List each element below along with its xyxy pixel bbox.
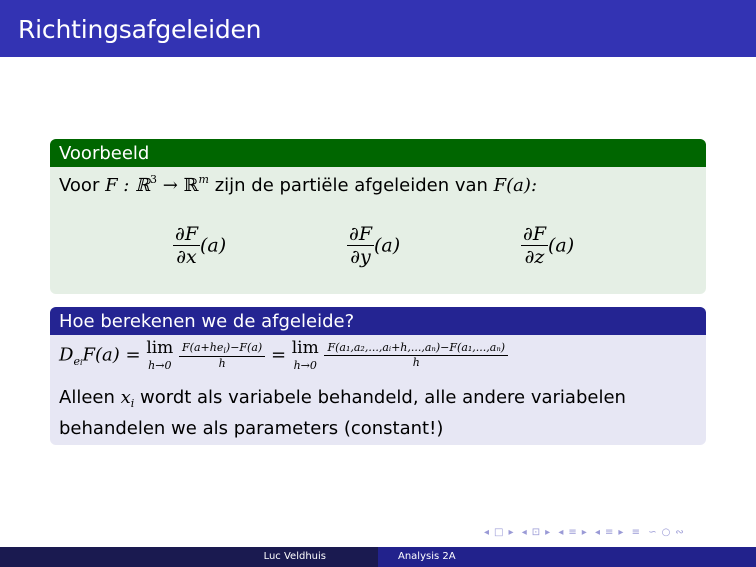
nav-prev-subsection-icon[interactable]: ◂ xyxy=(521,527,527,538)
nav-forward-icon[interactable]: ∾ xyxy=(675,527,684,538)
limit-1: lim h→0 xyxy=(146,338,174,372)
slide-title: Richtingsafgeleiden xyxy=(18,15,262,44)
partial-z xyxy=(521,223,574,268)
explanation-text: Alleen $x_i$ wordt als variabele behandeld, alle andere variabelen behandelen we als parameters (constant!) xyxy=(59,387,626,439)
nav-next-doc-icon[interactable]: ▸ xyxy=(618,527,624,538)
difference-quotient-1: $\frac{\text{F(a+hei)−F(a)}}{h}$ xyxy=(179,341,265,371)
title-bar xyxy=(0,0,756,57)
nav-doc-icon[interactable]: ≡ xyxy=(605,527,614,538)
partial-x-num: ∂F xyxy=(175,223,199,245)
footer xyxy=(0,547,756,567)
beamer-navigation[interactable] xyxy=(484,527,754,543)
nav-next-section-icon[interactable]: ▸ xyxy=(581,527,587,538)
partial-y-arg: (a) xyxy=(374,234,401,257)
question-block xyxy=(50,307,706,445)
partial-x-den: ∂x xyxy=(176,246,197,268)
nav-prev-section-icon[interactable]: ◂ xyxy=(558,527,564,538)
intro-exp: 3 xyxy=(150,173,158,186)
question-block-heading: Hoe berekenen we de afgeleide? xyxy=(50,307,706,335)
partial-x xyxy=(173,223,226,268)
partial-y xyxy=(347,223,400,268)
explanation-var-sub: i xyxy=(130,397,135,410)
partial-z-num: ∂F xyxy=(523,223,547,245)
nav-subsection-icon[interactable]: ⊡ xyxy=(531,527,541,538)
partial-z-arg: (a) xyxy=(548,234,575,257)
nav-frame-icon[interactable]: □ xyxy=(494,527,504,538)
explanation-var: x xyxy=(120,387,131,408)
formula-lhs-rest: F(a) = xyxy=(82,344,147,366)
nav-next-icon[interactable]: ▸ xyxy=(508,527,514,538)
partial-x-arg: (a) xyxy=(200,234,227,257)
formula-lhs: D xyxy=(59,344,74,366)
example-block-heading: Voorbeeld xyxy=(50,139,706,167)
nav-search-icon[interactable]: ○ xyxy=(661,527,671,538)
example-intro-line xyxy=(50,167,706,204)
example-block xyxy=(50,139,706,294)
partial-z-den: ∂z xyxy=(524,246,545,268)
intro-map: F : ℝ xyxy=(105,175,151,196)
partial-y-num: ∂F xyxy=(349,223,373,245)
nav-appendix-icon[interactable]: ≡ xyxy=(631,527,641,538)
intro-arrow: → ℝ xyxy=(157,175,199,196)
intro-prefix: Voor xyxy=(59,175,100,196)
nav-prev-icon[interactable]: ◂ xyxy=(484,527,490,538)
nav-section-icon[interactable]: ≡ xyxy=(568,527,577,538)
intro-suffix: zijn de partiële afgeleiden van xyxy=(208,175,494,196)
footer-author: Luc Veldhuis xyxy=(0,547,378,567)
limit-formula xyxy=(59,340,699,384)
formula-lhs-sub: ei xyxy=(73,354,83,368)
nav-next-subsection-icon[interactable]: ▸ xyxy=(545,527,551,538)
difference-quotient-2: $\frac{\text{F(a₁,a₂,...,aᵢ+h,...,aₙ)−F(a₁,...,aₙ)}}{h}$ xyxy=(324,341,508,370)
partial-y-den: ∂y xyxy=(350,246,371,268)
footer-course: Analysis 2A xyxy=(378,547,756,567)
nav-back-icon[interactable]: ∽ xyxy=(648,527,657,538)
limit-2: lim h→0 xyxy=(291,338,319,372)
nav-prev-doc-icon[interactable]: ◂ xyxy=(594,527,601,538)
intro-exp2: m xyxy=(198,173,209,186)
formula-equals: = xyxy=(270,344,292,366)
intro-func: F(a): xyxy=(493,175,538,196)
